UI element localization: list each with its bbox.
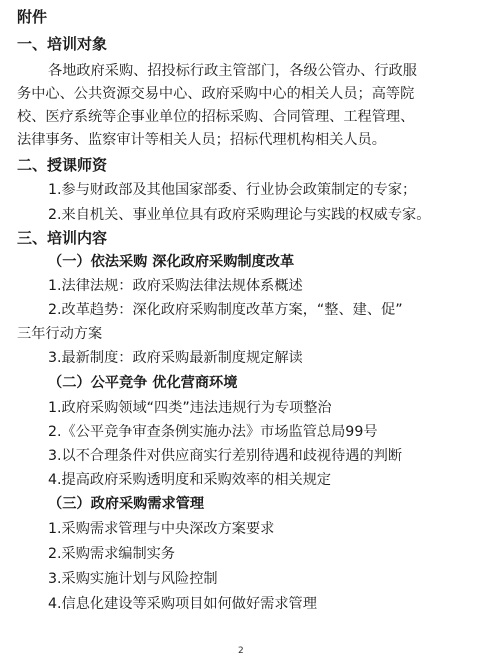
- section-3-title: 三、培训内容: [17, 229, 108, 247]
- section-1-title: 一、培训对象: [17, 35, 108, 53]
- subsection-2-item: 2.《公平竞争审查条例实施办法》市场监管总局99号: [48, 424, 378, 440]
- attachment-label: 附件: [17, 8, 48, 26]
- subsection-3-item: 1.采购需求管理与中央深改方案要求: [48, 521, 275, 537]
- subsection-1-title: （一）依法采购 深化政府采购制度改革: [48, 254, 295, 270]
- section-1-line: 法律事务、监察审计等相关人员；招标代理机构相关人员。: [17, 132, 386, 148]
- subsection-1-item: 3.最新制度：政府采购最新制度规定解读: [48, 350, 303, 366]
- subsection-2-item: 1.政府采购领域“四类”违法违规行为专项整治: [48, 400, 332, 416]
- section-2-item: 1.参与财政部及其他国家部委、行业协会政策制定的专家；: [48, 182, 417, 198]
- section-1-line: 务中心、公共资源交易中心、政府采购中心的相关人员；高等院: [17, 86, 415, 102]
- section-2-title: 二、授课师资: [17, 156, 108, 174]
- subsection-1-item: 2.改革趋势：深化政府采购制度改革方案，“整、建、促”: [48, 302, 403, 318]
- subsection-3-item: 3.采购实施计划与风险控制: [48, 571, 218, 587]
- subsection-2-title: （二）公平竞争 优化营商环境: [48, 375, 238, 391]
- subsection-2-item: 3.以不合理条件对供应商实行差别待遇和歧视待遇的判断: [48, 448, 403, 464]
- section-1-line: 校、医疗系统等企事业单位的招标采购、合同管理、工程管理、: [17, 109, 415, 125]
- subsection-3-title: （三）政府采购需求管理: [48, 496, 205, 512]
- subsection-3-item: 2.采购需求编制实务: [48, 546, 176, 562]
- page-number: 2: [238, 646, 244, 656]
- subsection-3-item: 4.信息化建设等采购项目如何做好需求管理: [48, 596, 317, 612]
- subsection-2-item: 4.提高政府采购透明度和采购效率的相关规定: [48, 472, 332, 488]
- section-1-line: 各地政府采购、招投标行政主管部门，各级公管办、行政服: [48, 63, 417, 79]
- subsection-1-item: 1.法律法规：政府采购法律法规体系概述: [48, 278, 303, 294]
- subsection-1-item: 三年行动方案: [17, 326, 103, 342]
- section-2-item: 2.来自机关、事业单位具有政府采购理论与实践的权威专家。: [48, 207, 431, 223]
